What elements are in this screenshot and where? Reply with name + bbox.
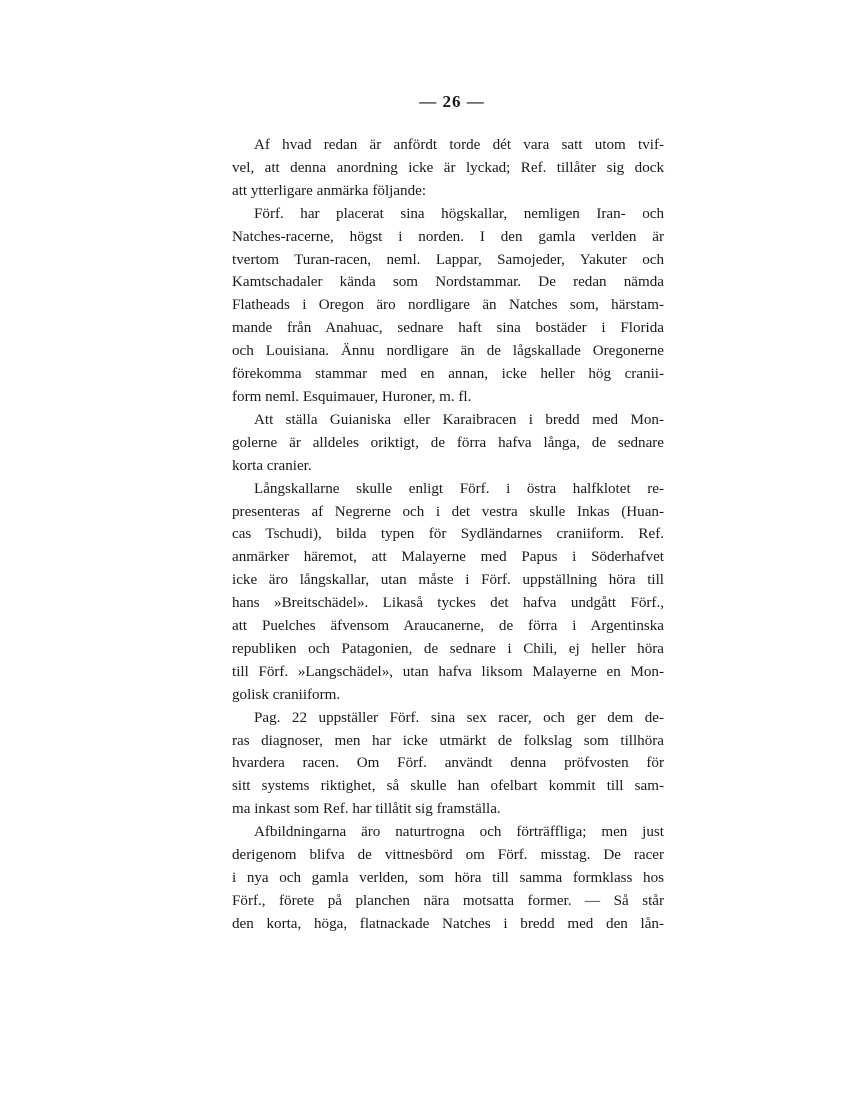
text-line: cas Tschudi), bilda typen för Sydländarnes craniiform. Ref. [232, 526, 664, 543]
book-page [232, 92, 664, 936]
text-line: Natches-racerne, högst i norden. I den gamla verlden är [232, 228, 664, 245]
text-line: Flatheads i Oregon äro nordligare än Natches som, härstam- [232, 297, 664, 314]
text-line: icke äro långskallar, utan måste i Förf. uppställning höra till [232, 572, 664, 589]
text-line: i nya och gamla verlden, som höra till samma formklass hos [232, 870, 664, 886]
text-line: Att ställa Guianiska eller Karaibracen i bredd med Mon- [254, 411, 664, 428]
text-line: Af hvad redan är anfördt torde dét vara satt utom tvif- [254, 137, 664, 153]
text-line: Kamtschadaler kända som Nordstammar. De redan nämda [232, 274, 664, 291]
text-line: att Puelches äfvensom Araucanerne, de förra i Argentinska [232, 618, 664, 635]
text-line: att ytterligare anmärka följande: [232, 182, 427, 199]
text-line: den korta, höga, flatnackade Natches i bredd med den lån- [232, 915, 664, 932]
text-line: Pag. 22 uppställer Förf. sina sex racer, och ger dem de- [254, 709, 664, 726]
paragraph-4 [232, 478, 664, 707]
text-line: republiken och Patagonien, de sednare i Chili, ej heller höra [232, 640, 664, 657]
text-line: ma inkast som Ref. har tillåtit sig framställa. [232, 801, 501, 818]
text-line: korta cranier. [232, 457, 312, 474]
text-line: Afbildningarna äro naturtrogna och förträffliga; men just [254, 824, 664, 841]
text-line: mande från Anahuac, sednare haft sina bostäder i Florida [232, 320, 664, 337]
text-line: och Louisiana. Ännu nordligare än de lågskallade Oregonerne [232, 343, 664, 360]
text-line: till Förf. »Langschädel», utan hafva liksom Malayerne en Mon- [232, 663, 664, 680]
text-line: form neml. Esquimauer, Huroner, m. fl. [232, 388, 472, 405]
text-line: hans »Breitschädel». Likaså tyckes det hafva undgått Förf., [232, 595, 664, 612]
text-line: anmärker häremot, att Malayerne med Papus i Söderhafvet [232, 549, 664, 566]
text-line: sitt systems riktighet, så skulle han ofelbart kommit till sam- [232, 778, 664, 795]
text-line: Långskallarne skulle enligt Förf. i östra halfklotet re- [254, 480, 664, 497]
text-line: tvertom Turan-racen, neml. Lappar, Samojeder, Yakuter och [232, 251, 664, 268]
text-line: golisk craniiform. [232, 686, 341, 703]
text-line: presenteras af Negrerne och i det vestra skulle Inkas (Huan- [232, 503, 664, 520]
text-line: derigenom blifva de vittnesbörd om Förf. misstag. De racer [232, 847, 664, 864]
text-line: ras diagnoser, men har icke utmärkt de folkslag som tillhöra [232, 732, 664, 749]
text-line: hvardera racen. Om Förf. användt denna pröfvosten för [232, 755, 664, 772]
page-number: — 26 — [419, 92, 485, 111]
paragraph-2 [232, 203, 664, 409]
paragraph-1 [232, 134, 664, 203]
text-line: vel, att denna anordning icke är lyckad; Ref. tillåter sig dock [232, 159, 664, 176]
paragraph-3 [232, 409, 664, 478]
text-line: förekomma stammar med en annan, icke heller hög cranii- [232, 366, 664, 383]
text-line: Förf. har placerat sina högskallar, nemligen Iran- och [254, 205, 664, 222]
paragraph-6 [232, 821, 664, 936]
paragraph-5 [232, 707, 664, 822]
text-line: Förf., förete på planchen nära motsatta former. — Så står [232, 892, 664, 909]
text-line: golerne är alldeles oriktigt, de förra hafva långa, de sednare [232, 434, 664, 451]
